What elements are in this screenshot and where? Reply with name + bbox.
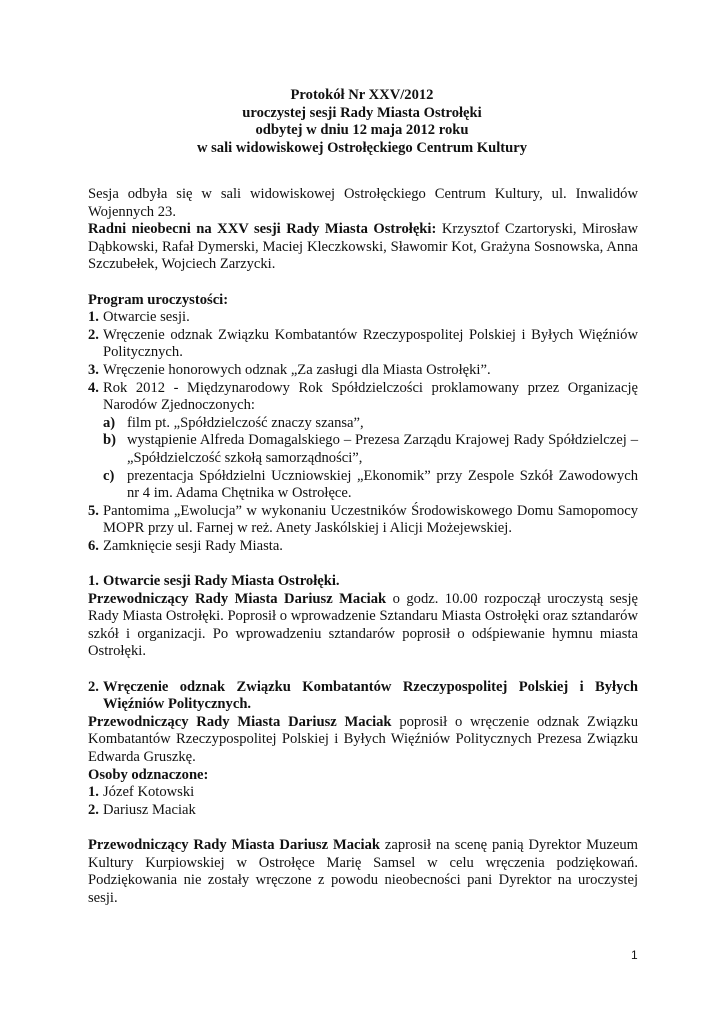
absent-names: Krzysztof Czartoryski, Mirosław Dąbkowski, Rafał Dymerski, Maciej Kleczkowski, Sławomir Kot, Grażyna Sosnowska, Anna Szczubełek, Wojciech Zarzycki.: [88, 221, 638, 273]
absent-label: Radni nieobecni na XXV sesji Rady Miasta Ostrołęki:: [88, 221, 437, 238]
program-item: 5. Pantomima „Ewolucja” w wykonaniu Uczestników Środowiskowego Domu Samopomocy MOPR przy ul. Farnej w reż. Anety Jaskólskiej i Alicji Możejewskiej.: [88, 502, 638, 537]
program-item: 1. Otwarcie sesji.: [88, 309, 190, 326]
awarded-person: 1. Józef Kotowski: [88, 784, 195, 801]
document-body: [88, 186, 638, 907]
program-subitem: a) film pt. „Spółdzielczość znaczy szansa”,: [103, 414, 364, 431]
program-item: 3. Wręczenie honorowych odznak „Za zasługi dla Miasta Ostrołęki”.: [88, 361, 491, 378]
program-subitem: c) prezentacja Spółdzielni Uczniowskiej „Ekonomik” przy Zespole Szkół Zawodowych nr 4 im. Adama Chętnika w Ostrołęce.: [103, 467, 638, 502]
program-item: 4. Rok 2012 - Międzynarodowy Rok Spółdzielczości proklamowany przez Organizację Narodów Zjednoczonych: a) film pt. „Spółdzielczość znaczy szansa”, b) wystąpienie Alfreda Domagalskiego – Prezesa Zarządu Krajowej Rady Spółdzielczej – „Spółdzielczość szkołą samorządności”, c) prezentacja Spółdzielni Uczniowskiej „Ekonomik” przy Zespole Szkół Zawodowych nr 4 im. Adama Chętnika w Ostrołęce.: [88, 379, 638, 502]
awarded-heading: Osoby odznaczone:: [88, 766, 209, 783]
section-2-followup: Przewodniczący Rady Miasta Dariusz Maciak zaprosił na scenę panią Dyrektor Muzeum Kultury Kurpiowskiej w Ostrołęce Marię Samsel w celu wręczenia podziękowań. Podziękowania nie zostały wręczone z powodu nieobecności pani Dyrektor na uroczystej sesji.: [88, 836, 638, 906]
program-subitem: b) wystąpienie Alfreda Domagalskiego – Prezesa Zarządu Krajowej Rady Spółdzielczej – „Spółdzielczość szkołą samorządności”,: [103, 432, 638, 466]
section-2-text: Przewodniczący Rady Miasta Dariusz Maciak poprosił o wręczenie odznak Związku Kombatantów Rzeczypospolitej Polskiej i Byłych Więźniów Politycznych Prezesa Związku Edwarda Gruszkę.: [88, 713, 638, 765]
title-line-1: Protokół Nr XXV/2012: [290, 87, 434, 103]
section-1-text: Przewodniczący Rady Miasta Dariusz Maciak o godz. 10.00 rozpoczął uroczystą sesję Rady Miasta Ostrołęki. Poprosił o wprowadzenie Sztandaru Miasta Ostrołęki oraz sztandarów szkół i organizacji. Po wprowadzeniu sztandarów poprosił o odśpiewanie hymnu miasta Ostrołęki.: [88, 590, 638, 660]
title-line-2: uroczystej sesji Rady Miasta Ostrołęki: [242, 104, 482, 121]
page-number: 1: [631, 948, 638, 962]
section-1-heading: 1. Otwarcie sesji Rady Miasta Ostrołęki.: [88, 573, 340, 590]
program-item: 6. Zamknięcie sesji Rady Miasta.: [88, 537, 283, 554]
program-item: 2. Wręczenie odznak Związku Kombatantów Rzeczypospolitej Polskiej i Byłych Więźniów Politycznych.: [88, 326, 638, 361]
absent-councillors: [88, 221, 638, 274]
awarded-person: 2. Dariusz Maciak: [88, 801, 196, 818]
title-line-4: w sali widowiskowej Ostrołęckiego Centrum Kultury: [196, 139, 528, 156]
document-title: [0, 87, 724, 157]
program-heading: Program uroczystości:: [88, 291, 229, 308]
section-2-heading: 2. Wręczenie odznak Związku Kombatantów Rzeczypospolitej Polskiej i Byłych Więźniów Politycznych.: [88, 678, 638, 713]
title-line-3: odbytej w dniu 12 maja 2012 roku: [255, 122, 469, 139]
session-location: Sesja odbyła się w sali widowiskowej Ostrołęckiego Centrum Kultury, ul. Inwalidów Wojennych 23.: [88, 186, 638, 220]
